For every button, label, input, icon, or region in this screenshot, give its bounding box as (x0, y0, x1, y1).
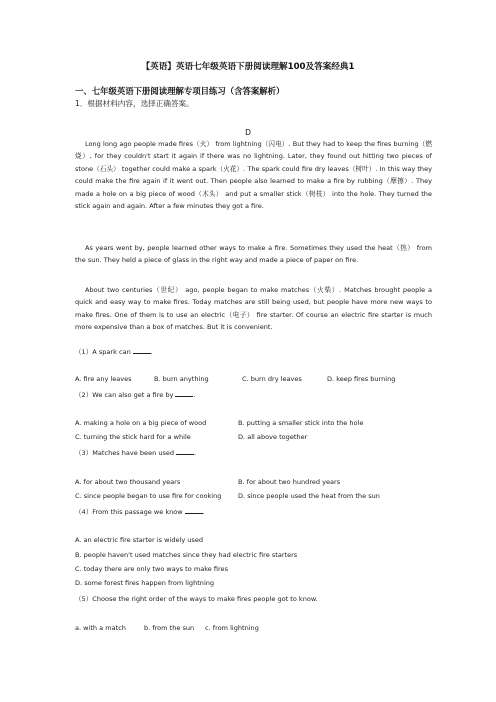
question-3-option-b: B. for about two hundred years (238, 478, 341, 486)
question-2-option-d: D. all above together (238, 433, 308, 441)
section-heading: 一、七年级英语下册阅读理解专项目练习（含答案解析） (75, 86, 285, 96)
question-2-option-a: A. making a hole on a big piece of wood (75, 419, 207, 427)
question-4-stem: （4）From this passage we know . (75, 508, 205, 516)
document-title: 【英语】英语七年级英语下册阅读理解100及答案经典1 (141, 62, 355, 72)
question-3-option-c: C. since people began to use fire for cooking (75, 492, 222, 500)
question-5-option-c: c. from lightning (205, 624, 259, 632)
question-instruction: 1．根据材料内容，选择正确答案。 (75, 99, 194, 108)
question-3-option-d: D. since people used the heat from the sun (238, 492, 380, 500)
question-4-option-c: C. today there are only two ways to make fires (75, 565, 228, 573)
question-4-option-b: B. people haven't used matches since they had electric fire starters (75, 551, 298, 559)
answer-blank (175, 389, 193, 397)
question-2-option-c: C. turning the stick hard for a while (75, 433, 191, 441)
question-1-option-b: B. burn anything (154, 375, 209, 383)
question-3-option-a: A. for about two thousand years (75, 478, 181, 486)
question-2-stem: （2）We can also get a fire by . (75, 391, 196, 399)
question-1-stem: （1）A spark can . (75, 348, 153, 356)
question-5-stem: （5）Choose the right order of the ways to make fires people got to know. (75, 595, 318, 603)
question-5-option-b: b. from the sun (144, 624, 195, 632)
question-2-option-b: B. putting a smaller stick into the hole (238, 419, 364, 427)
passage-paragraph-1: Long long ago people made fires（火） from lightning（闪电）. But they had to keep the fires burning（燃烧）, for they couldn't start it again if there was no lightning. Later, they found out hitting two pieces of stone（石头） together could make a spark（火花）. The spark could fire dry leaves（树叶）. In this way they could make the fire again if it went out. Then people also learned to make a fire by rubbing（摩擦）. They made a hole on a big piece of wood（木头） and put a smaller stick（树枝） into the hole. They turned the stick again and again. After a few minutes they got a fire. (75, 140, 432, 211)
passage-label: D (245, 128, 251, 137)
passage-paragraph-2: As years went by, people learned other ways to make a fire. Sometimes they used the heat（热） from the sun. They held a piece of glass in the right way and made a piece of paper on fire. (75, 244, 432, 265)
question-1-option-a: A. fire any leaves (75, 375, 132, 383)
answer-blank (133, 346, 151, 354)
question-1-option-c: C. burn dry leaves (242, 375, 302, 383)
question-4-option-a: A. an electric fire starter is widely used (75, 536, 204, 544)
answer-blank (185, 506, 203, 514)
question-3-stem: （3）Matches have been used . (75, 449, 197, 457)
answer-blank (176, 447, 194, 455)
question-1-option-d: D. keep fires burning (327, 375, 396, 383)
question-4-option-d: D. some forest fires happen from lightning (75, 579, 215, 587)
question-5-option-a: a. with a match (75, 624, 126, 632)
passage-paragraph-3: About two centuries（世纪） ago, people began to make matches（火柴）. Matches brought people a quick and easy way to make fires. Today matches are still being used, but people have more new ways to make fires. One of them is to use an electric（电子） fire starter. Of course an electric fire starter is much more expensive than a box of matches. But it is convenient. (75, 286, 432, 332)
